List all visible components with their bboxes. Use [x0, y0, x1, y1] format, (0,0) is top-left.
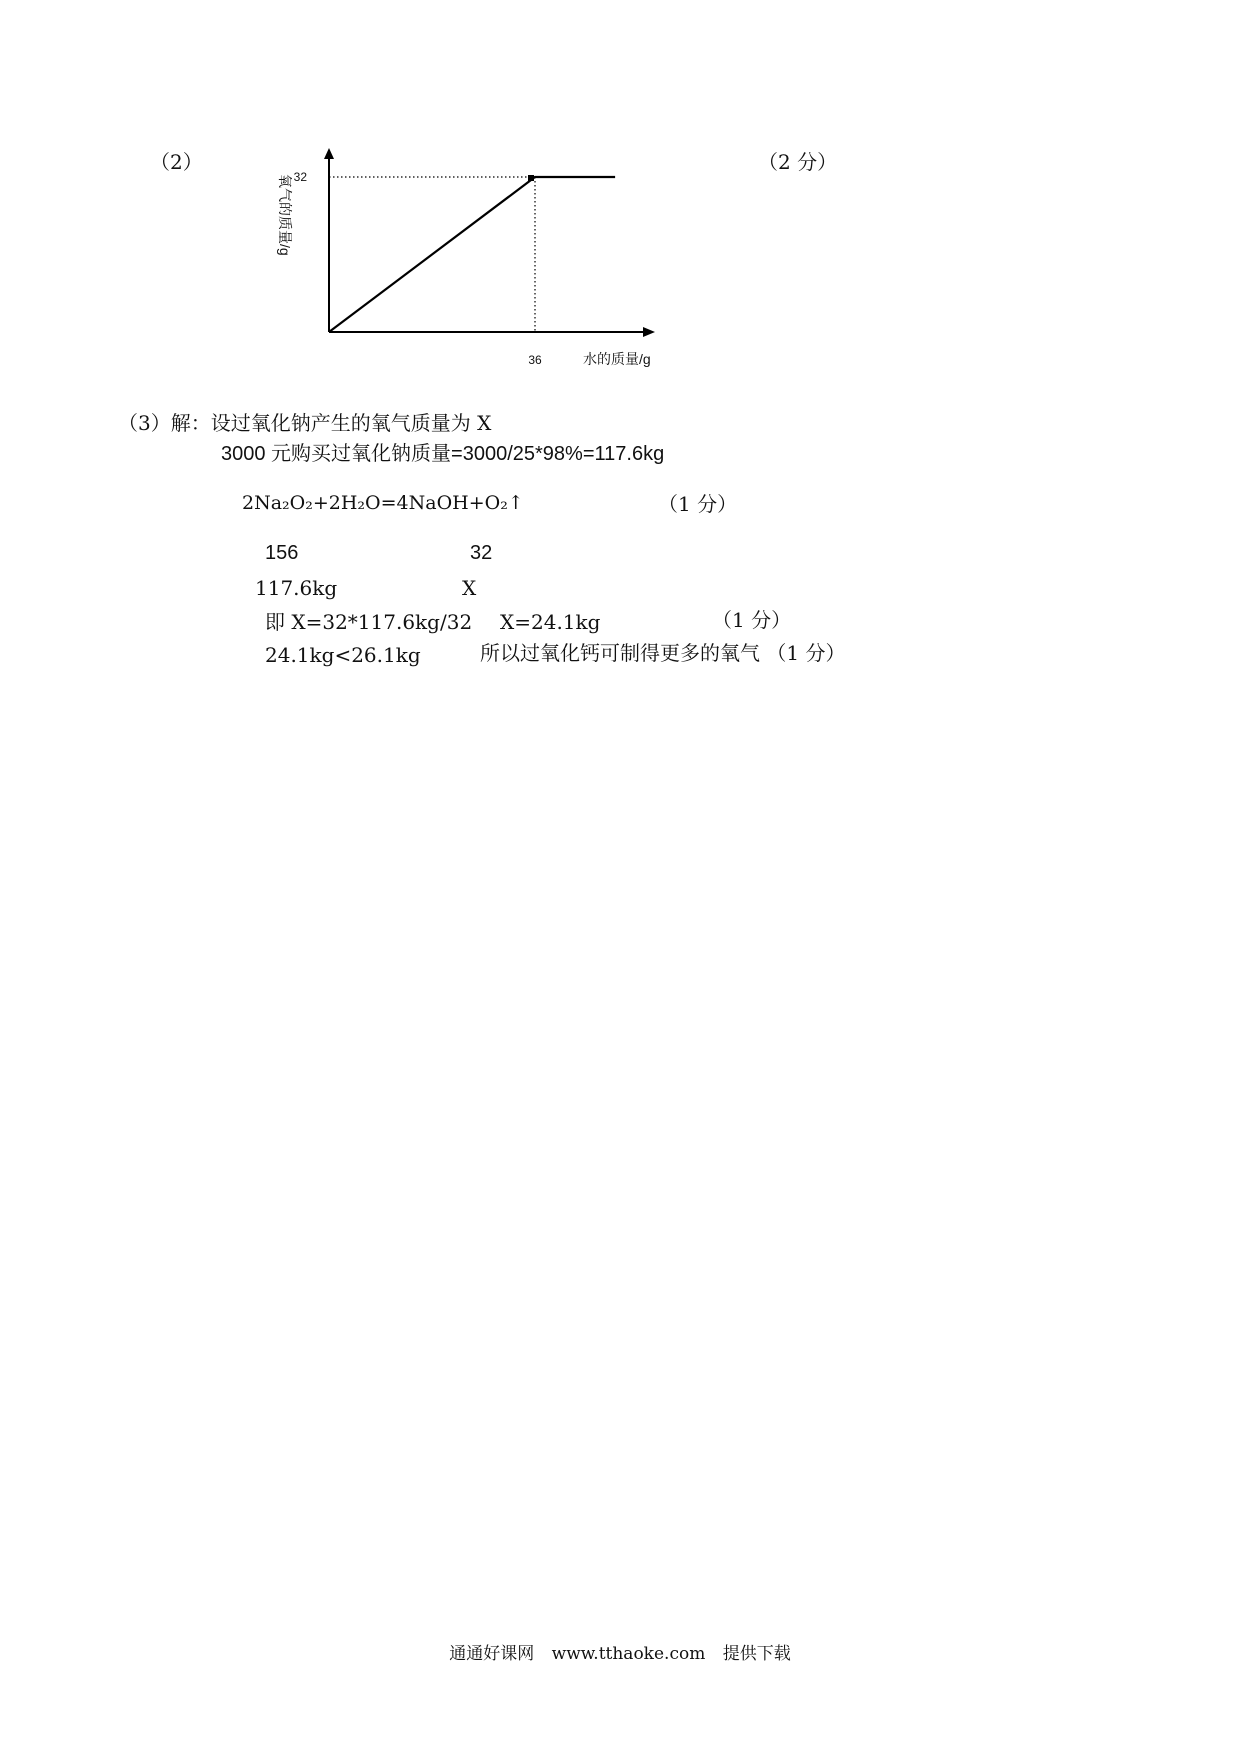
footer-site: 通通好课网: [449, 1644, 535, 1664]
part3-equation-score: （1 分）: [658, 492, 738, 516]
conclusion-line: 所以过氧化钙可制得更多的氧气 （1 分）: [480, 641, 846, 665]
calc-line: 即 X=32*117.6kg/32: [265, 610, 473, 634]
x-axis-label: 水的质量/g: [583, 351, 651, 367]
mass-ratio-left: 156: [265, 542, 299, 564]
footer-url[interactable]: www.tthaoke.com: [551, 1644, 706, 1664]
result-value: X=24.1kg: [500, 610, 601, 634]
x-axis-arrow: [643, 327, 655, 337]
chart-plot: [329, 175, 615, 332]
part3-equation: 2Na₂O₂+2H₂O=4NaOH+O₂↑: [242, 492, 524, 514]
chart-labels: [277, 170, 651, 367]
part2-label: （2）: [150, 150, 203, 174]
y-axis-arrow: [324, 148, 334, 159]
inflection-point-marker: [528, 175, 534, 181]
y-axis-label: 氧气的质量/g: [277, 174, 293, 256]
page-footer: [0, 1639, 1240, 1664]
part2-score: （2 分）: [758, 150, 838, 174]
result-score: （1 分）: [712, 608, 792, 632]
part3-purchase-line: 3000 元购买过氧化钠质量=3000/25*98%=117.6kg: [221, 443, 665, 465]
value-left: 117.6kg: [255, 576, 338, 600]
oxygen-mass-chart: [265, 148, 665, 378]
mass-ratio-right: 32: [470, 542, 493, 564]
part3-intro: （3）解：设过氧化钠产生的氧气质量为 X: [118, 411, 492, 435]
x-tick-label: 36: [528, 353, 542, 367]
series-line-0: [329, 177, 615, 332]
footer-action: 提供下载: [722, 1644, 791, 1664]
compare-line: 24.1kg<26.1kg: [265, 643, 421, 667]
value-right: X: [462, 576, 477, 600]
y-tick-label: 32: [293, 170, 307, 184]
